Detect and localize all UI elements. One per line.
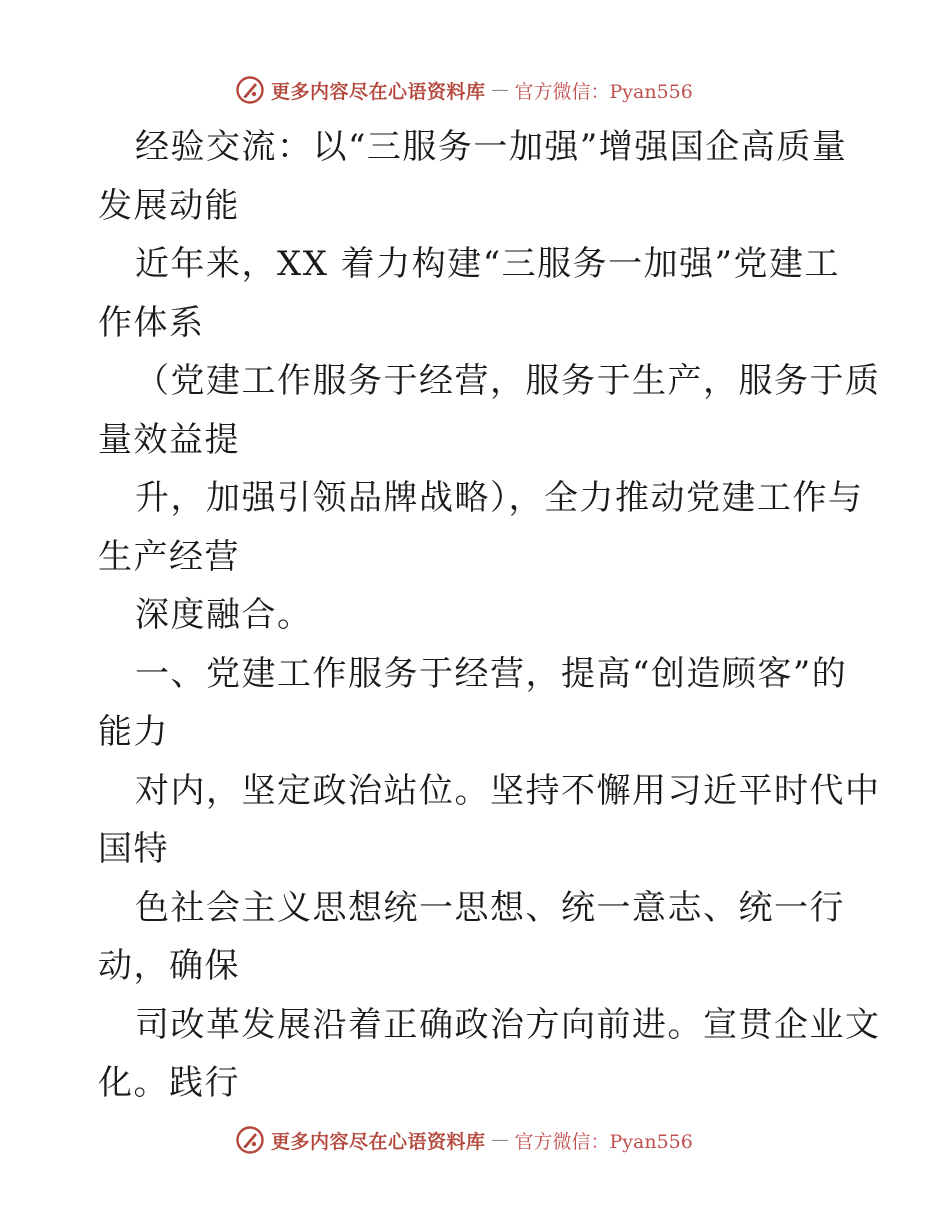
watermark-separator: —: [491, 80, 509, 100]
text-line: 发展动能: [98, 185, 240, 226]
document-body: [98, 118, 881, 1113]
quill-seal-icon: [235, 75, 265, 105]
text-line: 一、党建工作服务于经营，提高“创造顾客”的: [135, 653, 848, 694]
watermark-wechat: 官方微信：Pyan556: [514, 80, 693, 103]
text-line: 化。践行: [98, 1063, 240, 1103]
text-line: 国特: [98, 829, 169, 869]
footer-watermark: [235, 1123, 715, 1157]
quill-seal-icon: [235, 1125, 265, 1155]
text-line: 升，加强引领品牌战略），全力推动党建工作与: [135, 478, 864, 518]
text-line: 能力: [98, 712, 169, 752]
text-line: 量效益提: [98, 419, 240, 460]
watermark-text: 更多内容尽在心语资料库: [271, 1130, 486, 1153]
watermark-wechat: 官方微信：Pyan556: [514, 1130, 693, 1153]
text-line: 生产经营: [98, 536, 240, 577]
watermark-text: 更多内容尽在心语资料库: [271, 80, 486, 103]
text-line: 深度融合。: [135, 595, 313, 635]
watermark-separator: —: [491, 1130, 509, 1150]
header-watermark: [235, 73, 715, 107]
text-line: （党建工作服务于经营，服务于生产，服务于质: [135, 361, 881, 401]
text-line: 经验交流：以“三服务一加强”增强国企高质量: [135, 127, 848, 167]
text-line: 色社会主义思想统一思想、统一意志、统一行: [135, 887, 845, 928]
text-line: 动，确保: [98, 946, 240, 986]
text-line: 对内，坚定政治站位。坚持不懈用习近平时代中: [135, 770, 881, 811]
text-line: 司改革发展沿着正确政治方向前进。宣贯企业文: [135, 1004, 881, 1045]
text-line: 近年来，XX 着力构建“三服务一加强”党建工: [135, 244, 840, 284]
text-line: 作体系: [98, 302, 205, 343]
